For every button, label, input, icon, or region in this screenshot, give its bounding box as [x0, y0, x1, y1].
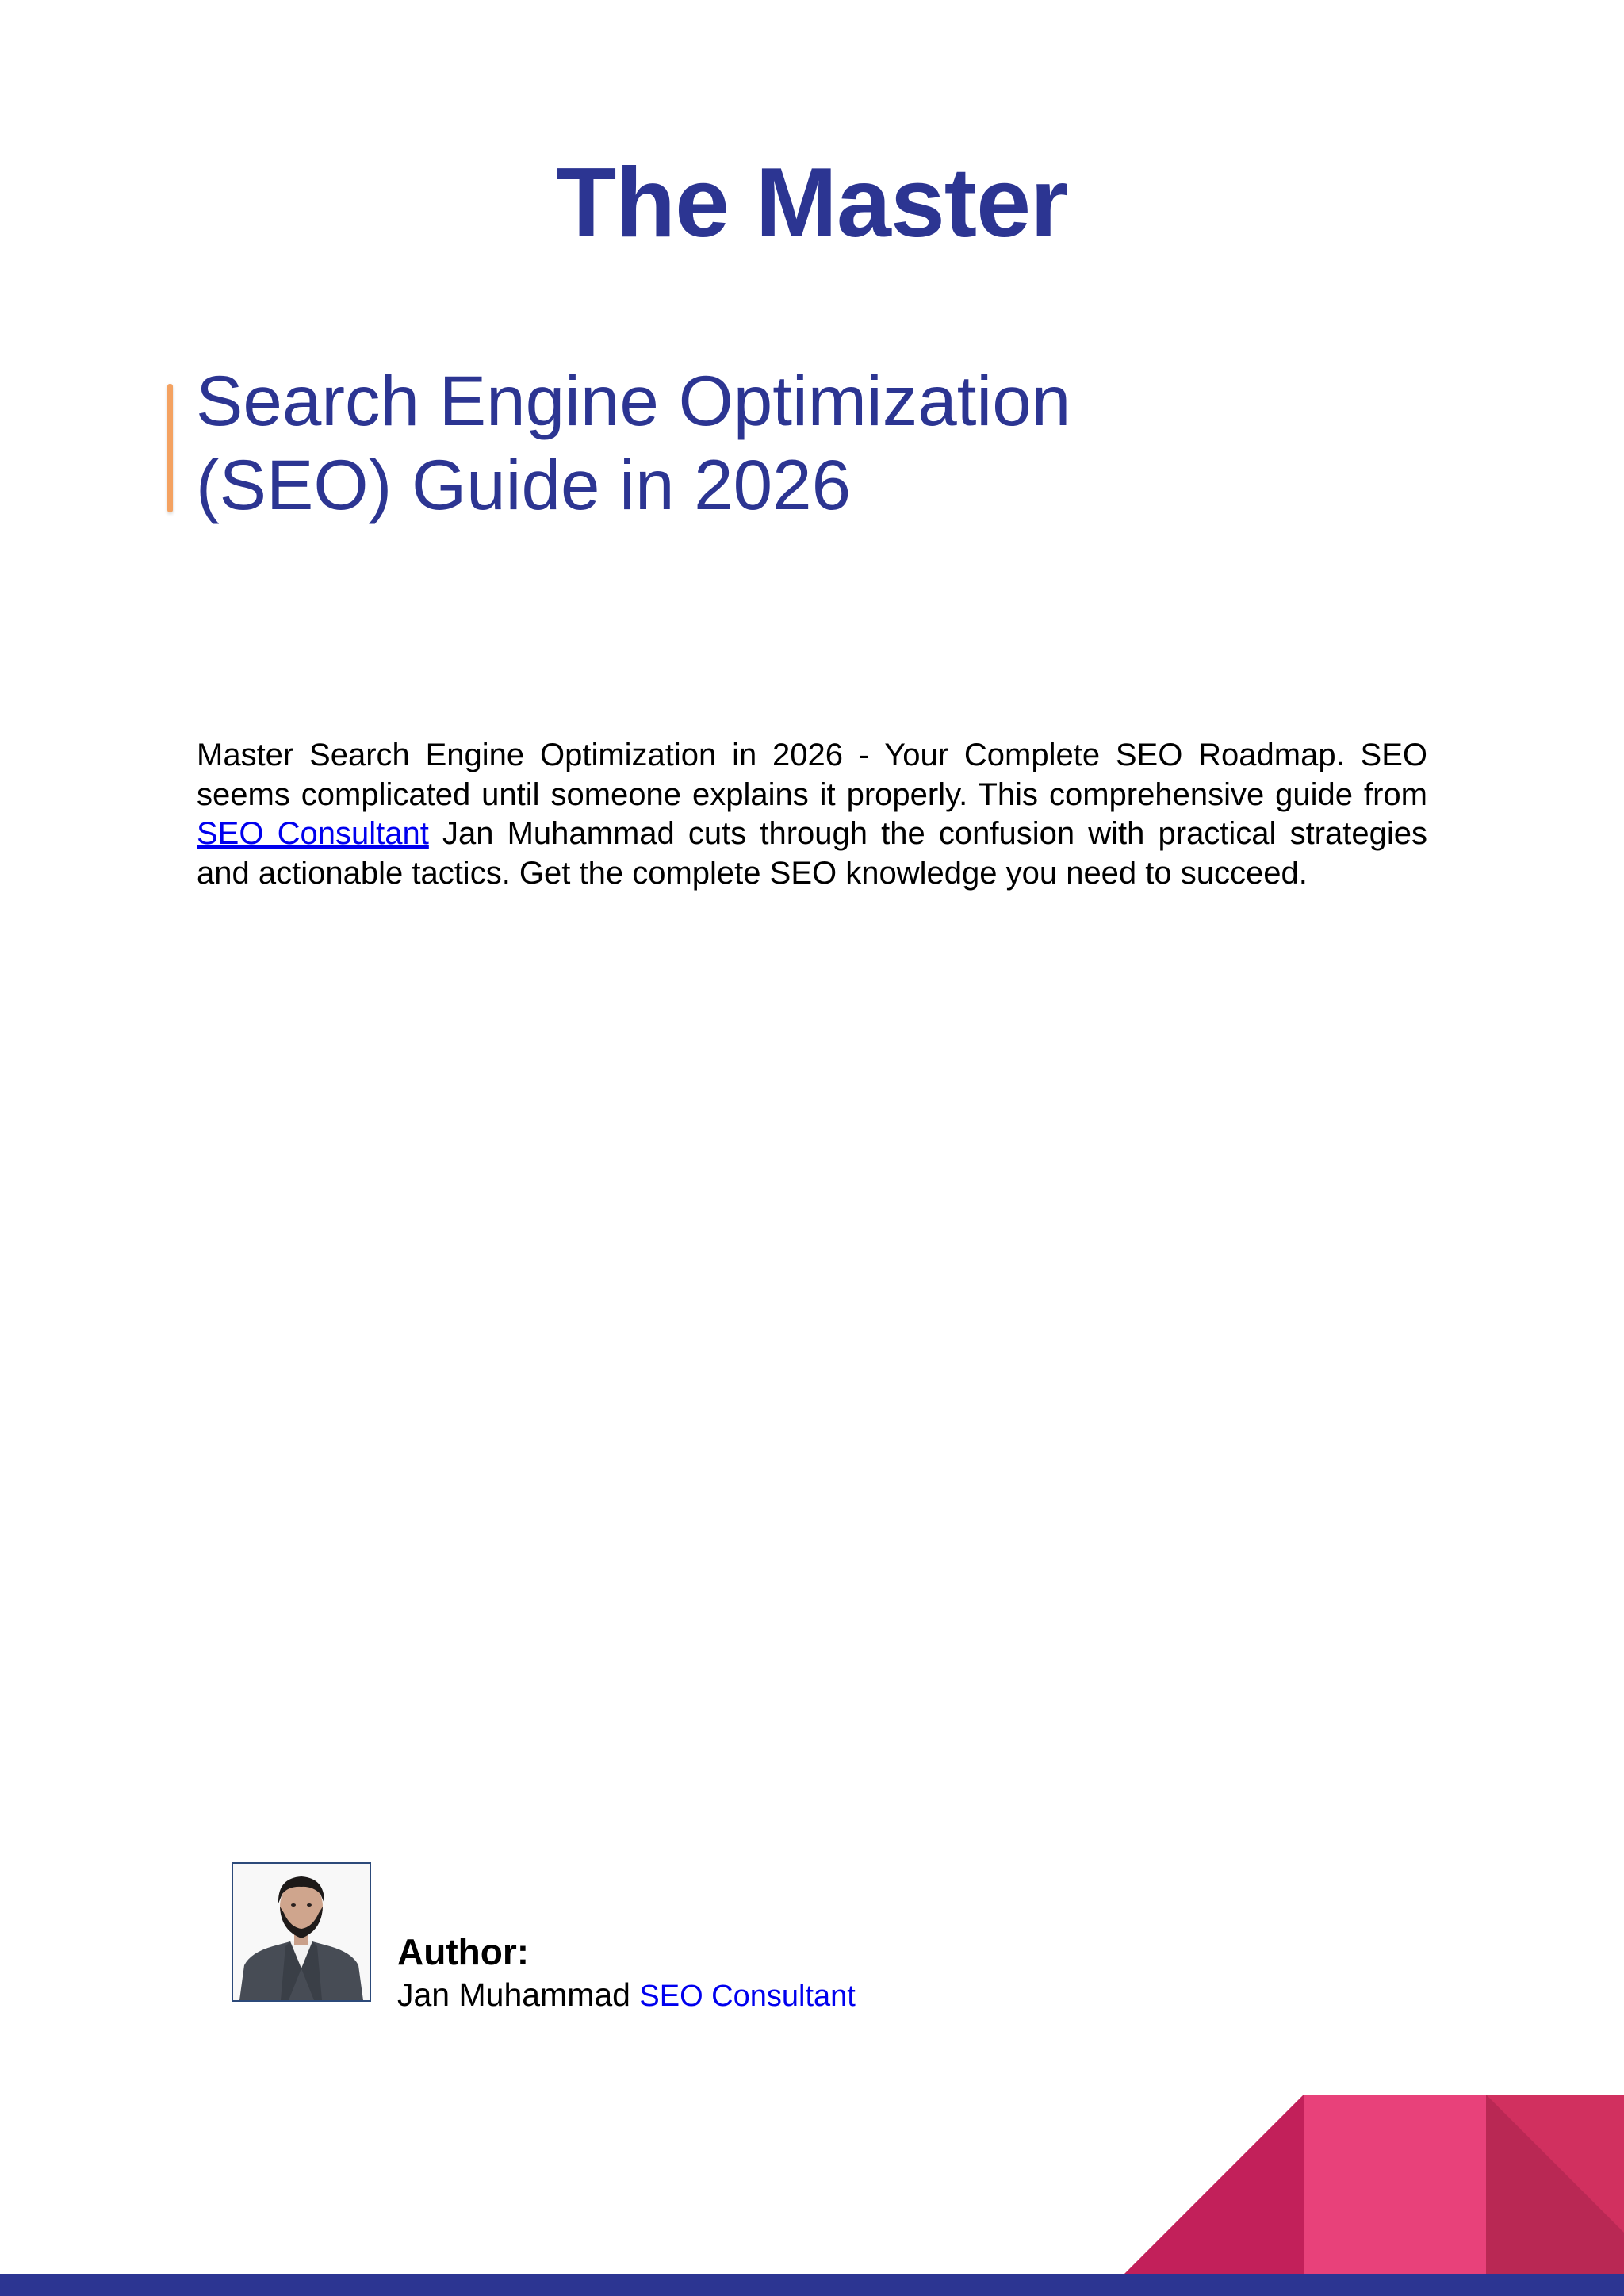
- bottom-bar: [0, 2274, 1624, 2296]
- description-text-start: Master Search Engine Optimization in 2026 - Your Complete SEO Roadmap. SEO seems complicated until someone explains it properly. This comprehensive guide from: [197, 738, 1427, 812]
- author-name: Jan Muhammad: [397, 1976, 630, 2013]
- author-role-link[interactable]: SEO Consultant: [639, 1980, 856, 2013]
- description-paragraph: [197, 736, 1427, 893]
- author-line: [397, 1975, 856, 2016]
- author-photo: [232, 1862, 371, 2002]
- description-text-end: Jan Muhammad cuts through the confusion with practical strategies and actionable tactics. Get the complete SEO knowledge you need to succeed.: [197, 816, 1427, 891]
- seo-consultant-link[interactable]: SEO Consultant: [197, 816, 429, 851]
- corner-decoration: [1123, 2095, 1624, 2275]
- subtitle-line-2: (SEO) Guide in 2026: [196, 445, 852, 524]
- author-label: Author:: [397, 1931, 530, 1972]
- author-portrait-icon: [233, 1864, 370, 2000]
- document-title: The Master: [556, 148, 1068, 258]
- document-subtitle: [196, 358, 1227, 527]
- subtitle-line-1: Search Engine Optimization: [196, 361, 1071, 440]
- subtitle-accent-bar: [167, 384, 173, 512]
